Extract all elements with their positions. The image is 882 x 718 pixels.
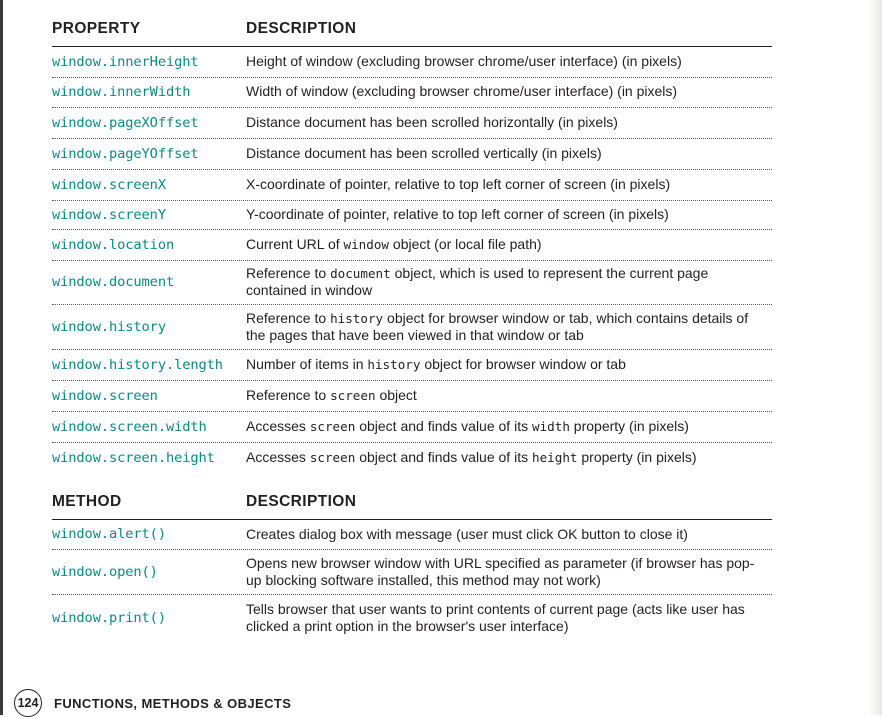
page-right-edge (868, 0, 882, 715)
method-column-header: METHOD (52, 493, 122, 510)
method-row (52, 519, 772, 550)
property-description (246, 387, 772, 404)
method-description (246, 601, 772, 635)
methods-header (52, 493, 772, 520)
description-text: Creates dialog box with message (user must click OK button to close it) (246, 525, 688, 542)
description-text: object for browser window or tab (420, 356, 626, 372)
description-text: object and finds value of its (355, 449, 532, 465)
property-row (52, 304, 772, 350)
property-name: window.history.length (52, 356, 223, 373)
property-description (246, 114, 772, 131)
inline-code: history (367, 357, 421, 372)
property-name: window.innerWidth (52, 83, 191, 100)
description-text: object for browser window or tab, which contains details of the pages that have been viewed in that window or tab (246, 309, 749, 343)
property-row (52, 107, 772, 139)
inline-code: history (330, 310, 384, 326)
property-description (246, 449, 772, 466)
property-description (246, 53, 772, 70)
description-text: object (375, 387, 417, 403)
method-row (52, 594, 772, 642)
page-left-edge (0, 0, 3, 715)
property-row (52, 229, 772, 261)
property-name: window.pageYOffset (52, 145, 199, 162)
inline-code: screen (309, 419, 356, 434)
method-name: window.print() (52, 610, 166, 626)
property-row (52, 46, 772, 78)
property-description (246, 310, 772, 344)
property-description (246, 236, 772, 253)
description-text: property (in pixels) (569, 418, 689, 434)
description-text: Reference to (246, 265, 331, 281)
description-text: Number of items in (246, 356, 368, 372)
property-description (246, 176, 772, 193)
description-text: Reference to (246, 387, 331, 403)
property-row (52, 442, 772, 473)
description-text: Width of window (excluding browser chrome/user interface) (in pixels) (246, 83, 678, 99)
inline-code: width (531, 419, 570, 434)
property-name: window.screenY (52, 206, 166, 223)
description-text: X-coordinate of pointer, relative to top left corner of screen (in pixels) (246, 176, 671, 192)
page-footer (14, 688, 291, 718)
property-row (52, 200, 772, 230)
properties-header (52, 20, 772, 47)
property-row (52, 138, 772, 170)
description-text: Height of window (excluding browser chrome/user interface) (in pixels) (246, 53, 682, 69)
property-name: window.screen.height (52, 449, 215, 466)
property-name: window.screen (52, 387, 158, 404)
description-column-header: DESCRIPTION (246, 20, 357, 37)
chapter-title: FUNCTIONS, METHODS & OBJECTS (54, 695, 292, 711)
inline-code: document (330, 266, 391, 281)
description-text: object and finds value of its (355, 418, 532, 434)
property-description (246, 356, 772, 373)
property-row (52, 349, 772, 381)
property-name: window.location (52, 236, 175, 253)
property-row (52, 380, 772, 412)
description-text: Distance document has been scrolled horizontally (in pixels) (246, 114, 618, 130)
description-text: Accesses (246, 449, 310, 465)
method-description (246, 555, 772, 589)
method-name: window.open() (52, 563, 158, 580)
property-description (246, 418, 772, 435)
property-name: window.history (52, 318, 166, 335)
inline-code: window (343, 237, 390, 252)
description-text: Reference to (246, 309, 331, 326)
property-row (52, 411, 772, 443)
property-name: window.screen.width (52, 418, 207, 435)
description-text: property (in pixels) (577, 449, 697, 465)
property-description (246, 265, 772, 299)
property-name: window.document (52, 274, 175, 290)
description-text: Accesses (246, 418, 310, 434)
property-row (52, 169, 772, 201)
property-name: window.screenX (52, 176, 166, 193)
description-text: object, which is used to represent the current page contained in window (246, 265, 709, 298)
method-row (52, 549, 772, 595)
description-text: Opens new browser window with URL specified as parameter (if browser has pop-up blocking software installed, this method may not work) (246, 554, 755, 588)
page-number-badge: 124 (14, 689, 42, 717)
inline-code: screen (309, 450, 356, 465)
description-column-header: DESCRIPTION (246, 493, 357, 510)
property-row (52, 260, 772, 305)
property-name: window.innerHeight (52, 53, 199, 70)
description-text: Y-coordinate of pointer, relative to top left corner of screen (in pixels) (246, 206, 669, 222)
property-column-header: PROPERTY (52, 20, 141, 37)
property-description (246, 145, 772, 162)
description-text: Tells browser that user wants to print contents of current page (acts like user has clicked a print option in the browser's user interface) (246, 601, 745, 634)
description-text: Current URL of (246, 236, 344, 252)
property-name: window.pageXOffset (52, 114, 199, 131)
method-description (246, 526, 772, 543)
inline-code: screen (330, 388, 376, 403)
property-description (246, 206, 772, 223)
property-row (52, 76, 772, 108)
method-name: window.alert() (52, 526, 166, 542)
description-text: Distance document has been scrolled vertically (in pixels) (246, 145, 602, 161)
property-description (246, 83, 772, 100)
inline-code: height (531, 450, 578, 465)
description-text: object (or local file path) (389, 236, 542, 252)
